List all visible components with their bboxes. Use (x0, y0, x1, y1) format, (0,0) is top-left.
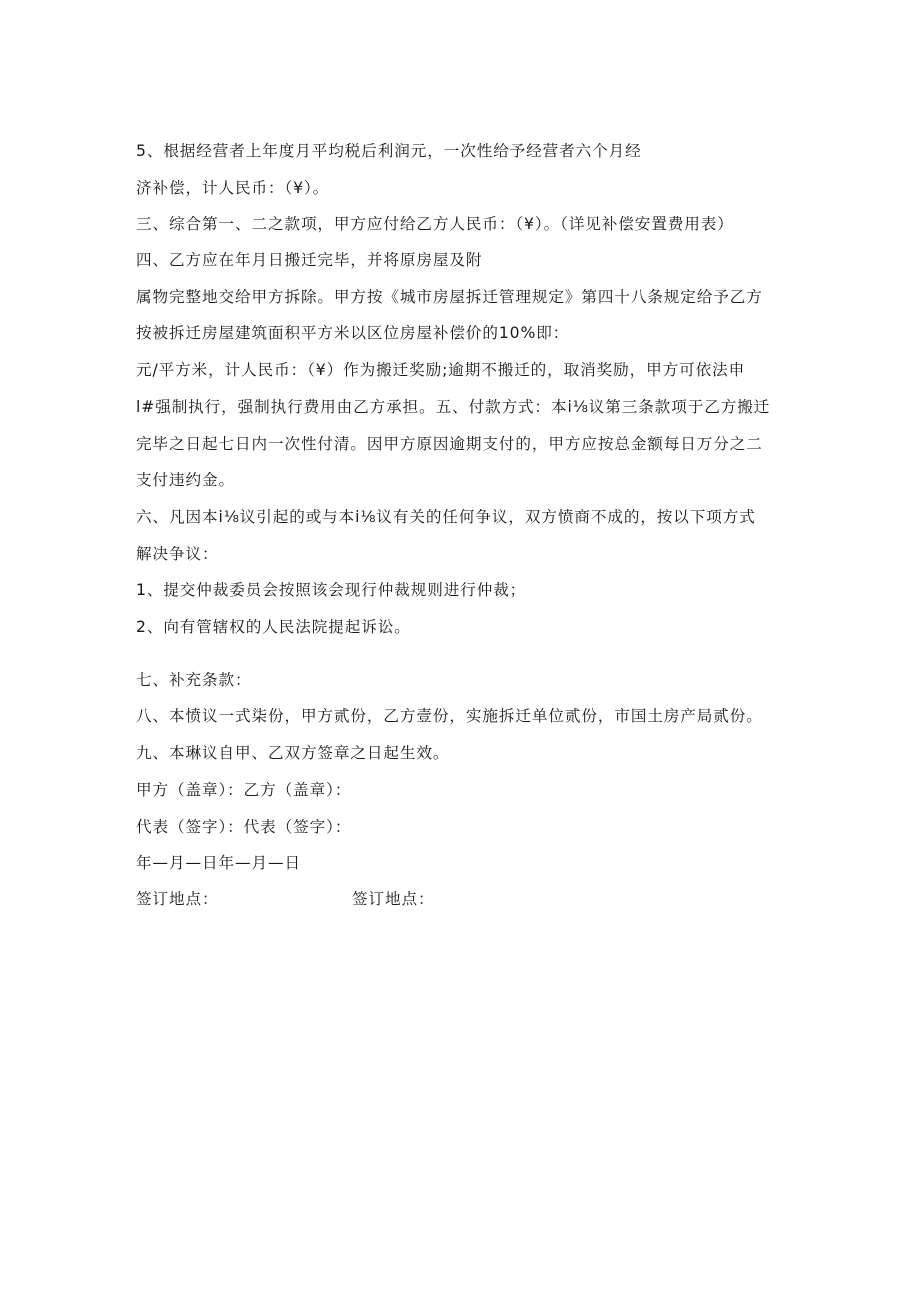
clause-4-line-1: 四、乙方应在年月日搬迁完毕，并将原房屋及附 (136, 251, 483, 269)
clause-3: 三、综合第一、二之款项，甲方应付给乙方人民币：（¥）。（详见补偿安置费用表） (136, 215, 734, 233)
clause-5-line-1: 5、根据经营者上年度月平均税后利润元，一次性给予经营者六个月经 (136, 142, 642, 160)
clause-6-option-1: 1、提交仲裁委员会按照该会现行仲裁规则进行仲裁； (136, 581, 527, 599)
clause-6-line-2: 解决争议： (136, 545, 219, 563)
seal-line: 甲方（盖章）：乙方（盖章）： (136, 781, 352, 799)
signature-line: 代表（签字）：代表（签字）： (136, 818, 352, 836)
clause-6-option-2: 2、向有管辖权的人民法院提起诉讼。 (136, 618, 411, 636)
clause-5-line-2: 济补偿，计人民币：（¥）。 (136, 179, 330, 197)
clause-4-line-4: 元/平方米，计人民币：（¥）作为搬迁奖励;逾期不搬迁的，取消奖励，甲方可依法申 (136, 361, 746, 379)
clause-6-line-1: 六、凡因本i⅛议引起的或与本i⅛议有关的任何争议，双方愤商不成的，按以下项方式 (136, 508, 756, 526)
clause-5-payment-line-2: 支付违约金。 (136, 471, 235, 489)
clause-8: 八、本愤议一式柒份，甲方贰份，乙方壹份，实施拆迁单位贰份，市国土房产局贰份。 (136, 707, 763, 725)
clause-4-line-3: 按被拆迁房屋建筑面积平方米以区位房屋补偿价的10%即： (136, 324, 570, 342)
clause-5-payment-line-1: 完毕之日起七日内一次性付清。因甲方原因逾期支付的，甲方应按总金额每日万分之二 (136, 435, 763, 453)
signing-place-left: 签订地点： (136, 890, 219, 908)
clause-9: 九、本琳议自甲、乙双方签章之日起生效。 (136, 744, 450, 762)
date-line: 年—月—日年—月—日 (136, 854, 301, 872)
clause-4-line-2: 属物完整地交给甲方拆除。甲方按《城市房屋拆迁管理规定》第四十八条规定给予乙方 (136, 288, 763, 306)
clause-4-5-line: l#强制执行，强制执行费用由乙方承担。五、付款方式：本i⅛议第三条款项于乙方搬迁 (136, 398, 771, 416)
signing-place-right: 签订地点： (352, 890, 435, 908)
clause-7: 七、补充条款： (136, 671, 252, 689)
